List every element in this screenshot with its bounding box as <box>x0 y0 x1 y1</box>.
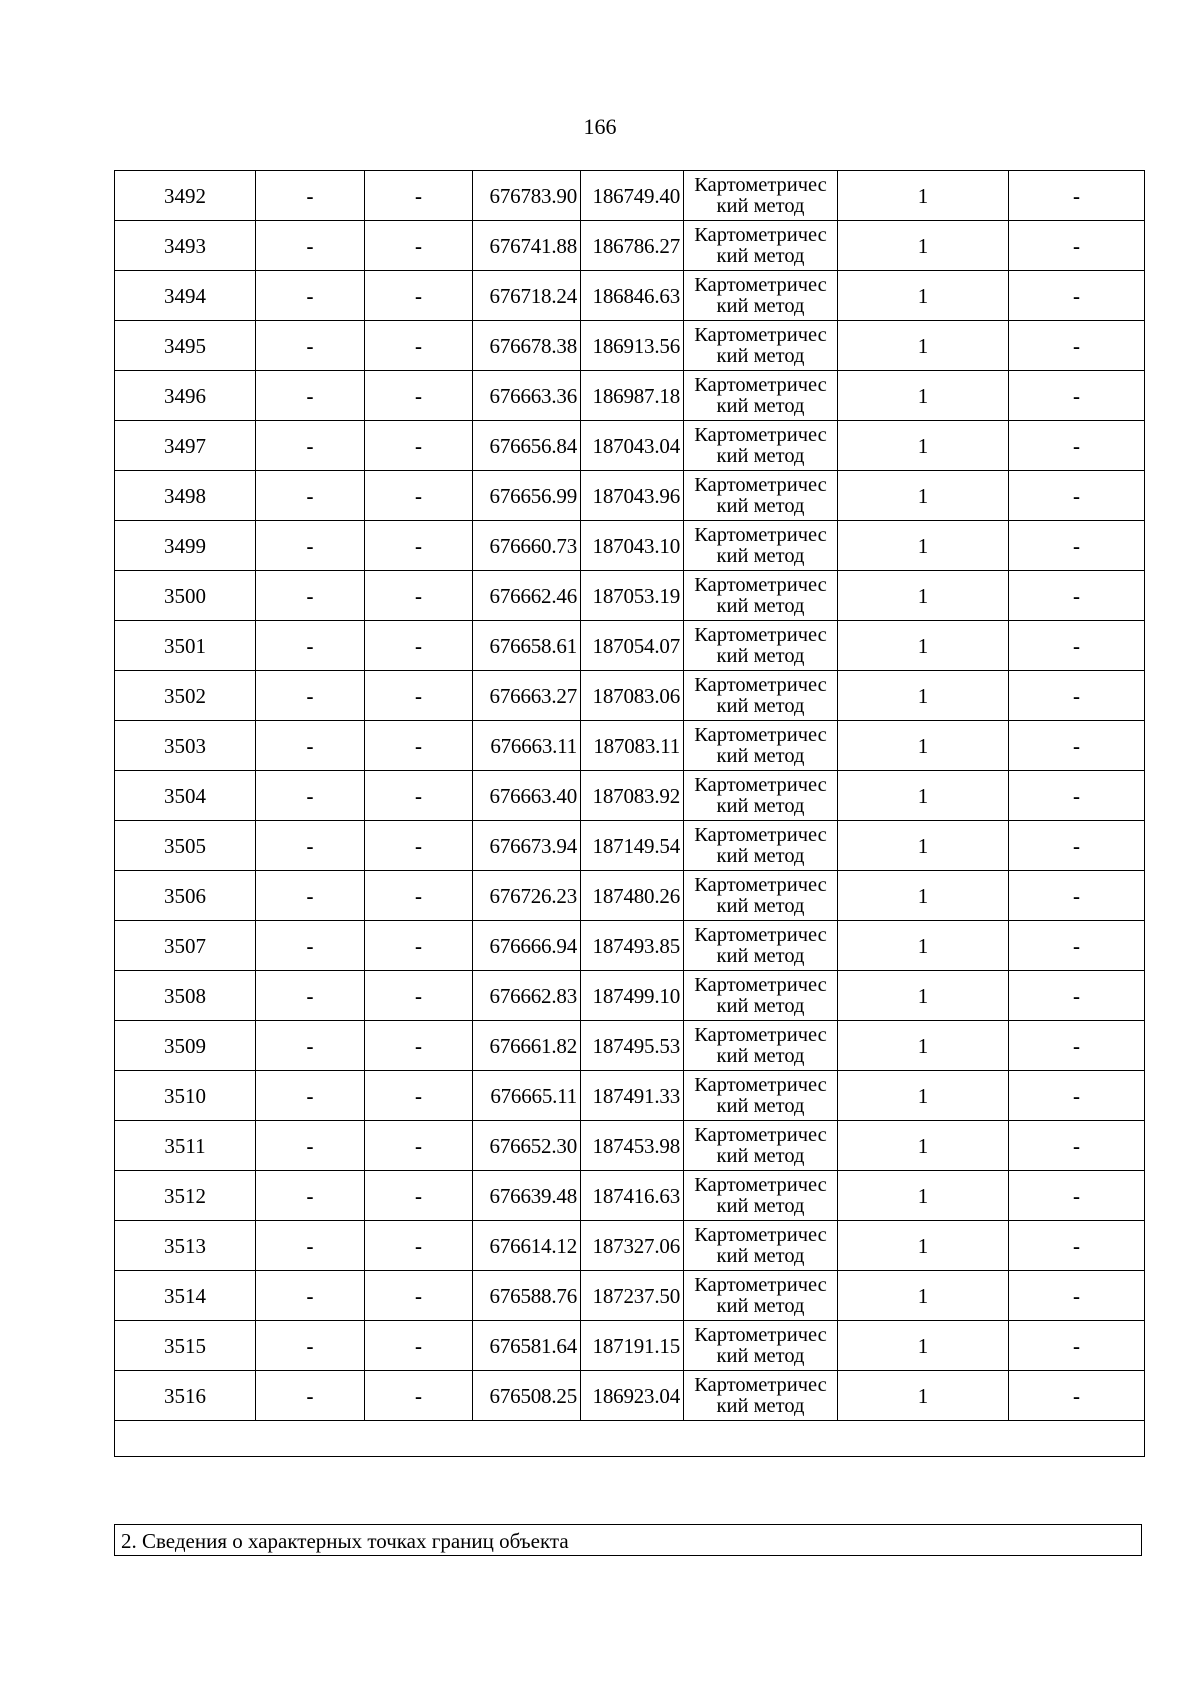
method-line-2: кий метод <box>716 294 805 317</box>
y-coordinate-cell: 186786.27 <box>581 221 684 271</box>
table-row <box>115 1271 1145 1321</box>
method-line-1: Картометричес <box>694 1173 827 1196</box>
dash-cell: - <box>256 171 365 221</box>
table-row <box>115 1071 1145 1121</box>
method-line-2: кий метод <box>716 944 805 967</box>
point-number-cell: 3508 <box>115 971 256 1021</box>
dash-cell: - <box>365 1171 473 1221</box>
dash-cell: - <box>365 1271 473 1321</box>
dash-cell: - <box>256 271 365 321</box>
method-line-2: кий метод <box>716 1294 805 1317</box>
table-row <box>115 421 1145 471</box>
method-line-2: кий метод <box>716 744 805 767</box>
point-number-cell: 3497 <box>115 421 256 471</box>
table-row <box>115 1321 1145 1371</box>
dash-cell: - <box>365 471 473 521</box>
dash-cell: - <box>256 1321 365 1371</box>
accuracy-cell: 1 <box>838 771 1009 821</box>
accuracy-cell: 1 <box>838 571 1009 621</box>
method-cell <box>684 1121 838 1171</box>
dash-cell: - <box>1009 571 1145 621</box>
accuracy-cell: 1 <box>838 821 1009 871</box>
y-coordinate-cell: 187083.92 <box>581 771 684 821</box>
dash-cell: - <box>365 271 473 321</box>
point-number-cell: 3507 <box>115 921 256 971</box>
dash-cell: - <box>365 321 473 371</box>
method-cell <box>684 1321 838 1371</box>
accuracy-cell: 1 <box>838 1121 1009 1171</box>
x-coordinate-cell: 676662.83 <box>473 971 581 1021</box>
method-line-1: Картометричес <box>694 473 827 496</box>
dash-cell: - <box>365 521 473 571</box>
dash-cell: - <box>256 571 365 621</box>
point-number-cell: 3496 <box>115 371 256 421</box>
dash-cell: - <box>1009 1171 1145 1221</box>
method-line-1: Картометричес <box>694 1273 827 1296</box>
method-line-1: Картометричес <box>694 1373 827 1396</box>
dash-cell: - <box>1009 421 1145 471</box>
dash-cell: - <box>256 1171 365 1221</box>
method-line-2: кий метод <box>716 194 805 217</box>
accuracy-cell: 1 <box>838 971 1009 1021</box>
x-coordinate-cell: 676663.36 <box>473 371 581 421</box>
table-row <box>115 921 1145 971</box>
y-coordinate-cell: 187083.06 <box>581 671 684 721</box>
y-coordinate-cell: 186923.04 <box>581 1371 684 1421</box>
point-number-cell: 3512 <box>115 1171 256 1221</box>
x-coordinate-cell: 676661.82 <box>473 1021 581 1071</box>
y-coordinate-cell: 186913.56 <box>581 321 684 371</box>
table-row <box>115 1021 1145 1071</box>
table-row <box>115 1121 1145 1171</box>
table-row <box>115 321 1145 371</box>
x-coordinate-cell: 676662.46 <box>473 571 581 621</box>
dash-cell: - <box>365 171 473 221</box>
method-line-2: кий метод <box>716 1094 805 1117</box>
point-number-cell: 3495 <box>115 321 256 371</box>
table-row <box>115 571 1145 621</box>
method-line-1: Картометричес <box>694 523 827 546</box>
method-line-1: Картометричес <box>694 873 827 896</box>
point-number-cell: 3504 <box>115 771 256 821</box>
table-row <box>115 371 1145 421</box>
dash-cell: - <box>256 1221 365 1271</box>
x-coordinate-cell: 676658.61 <box>473 621 581 671</box>
method-line-2: кий метод <box>716 894 805 917</box>
accuracy-cell: 1 <box>838 1221 1009 1271</box>
accuracy-cell: 1 <box>838 221 1009 271</box>
method-line-1: Картометричес <box>694 1023 827 1046</box>
method-cell <box>684 171 838 221</box>
table-row <box>115 471 1145 521</box>
method-line-1: Картометричес <box>694 1223 827 1246</box>
method-cell <box>684 471 838 521</box>
point-number-cell: 3501 <box>115 621 256 671</box>
y-coordinate-cell: 186846.63 <box>581 271 684 321</box>
y-coordinate-cell: 187149.54 <box>581 821 684 871</box>
x-coordinate-cell: 676639.48 <box>473 1171 581 1221</box>
dash-cell: - <box>1009 1221 1145 1271</box>
method-line-1: Картометричес <box>694 573 827 596</box>
point-number-cell: 3500 <box>115 571 256 621</box>
dash-cell: - <box>256 1071 365 1121</box>
table-row <box>115 1371 1145 1421</box>
y-coordinate-cell: 187191.15 <box>581 1321 684 1371</box>
point-number-cell: 3503 <box>115 721 256 771</box>
dash-cell: - <box>256 871 365 921</box>
table-row <box>115 271 1145 321</box>
point-number-cell: 3494 <box>115 271 256 321</box>
method-cell <box>684 421 838 471</box>
y-coordinate-cell: 187043.04 <box>581 421 684 471</box>
x-coordinate-cell: 676663.40 <box>473 771 581 821</box>
dash-cell: - <box>365 671 473 721</box>
method-cell <box>684 371 838 421</box>
point-number-cell: 3499 <box>115 521 256 571</box>
method-cell <box>684 221 838 271</box>
y-coordinate-cell: 187453.98 <box>581 1121 684 1171</box>
method-line-2: кий метод <box>716 694 805 717</box>
dash-cell: - <box>256 771 365 821</box>
dash-cell: - <box>256 371 365 421</box>
method-cell <box>684 821 838 871</box>
accuracy-cell: 1 <box>838 871 1009 921</box>
method-line-1: Картометричес <box>694 273 827 296</box>
point-number-cell: 3502 <box>115 671 256 721</box>
dash-cell: - <box>1009 971 1145 1021</box>
dash-cell: - <box>256 971 365 1021</box>
y-coordinate-cell: 187054.07 <box>581 621 684 671</box>
method-line-2: кий метод <box>716 344 805 367</box>
x-coordinate-cell: 676508.25 <box>473 1371 581 1421</box>
y-coordinate-cell: 187083.11 <box>581 721 684 771</box>
y-coordinate-cell: 187480.26 <box>581 871 684 921</box>
dash-cell: - <box>365 921 473 971</box>
dash-cell: - <box>365 1071 473 1121</box>
point-number-cell: 3509 <box>115 1021 256 1071</box>
x-coordinate-cell: 676718.24 <box>473 271 581 321</box>
method-line-1: Картометричес <box>694 923 827 946</box>
dash-cell: - <box>365 1321 473 1371</box>
table-row <box>115 821 1145 871</box>
point-number-cell: 3493 <box>115 221 256 271</box>
dash-cell: - <box>256 821 365 871</box>
x-coordinate-cell: 676663.11 <box>473 721 581 771</box>
method-line-1: Картометричес <box>694 673 827 696</box>
dash-cell: - <box>365 821 473 871</box>
dash-cell: - <box>256 671 365 721</box>
y-coordinate-cell: 187237.50 <box>581 1271 684 1321</box>
y-coordinate-cell: 187327.06 <box>581 1221 684 1271</box>
dash-cell: - <box>1009 371 1145 421</box>
y-coordinate-cell: 187491.33 <box>581 1071 684 1121</box>
method-line-1: Картометричес <box>694 623 827 646</box>
dash-cell: - <box>365 1221 473 1271</box>
accuracy-cell: 1 <box>838 671 1009 721</box>
y-coordinate-cell: 186749.40 <box>581 171 684 221</box>
y-coordinate-cell: 187416.63 <box>581 1171 684 1221</box>
dash-cell: - <box>1009 1371 1145 1421</box>
dash-cell: - <box>1009 921 1145 971</box>
dash-cell: - <box>1009 221 1145 271</box>
table-row <box>115 1221 1145 1271</box>
method-cell <box>684 921 838 971</box>
accuracy-cell: 1 <box>838 921 1009 971</box>
dash-cell: - <box>365 621 473 671</box>
table-row <box>115 721 1145 771</box>
table-row <box>115 971 1145 1021</box>
method-line-1: Картометричес <box>694 423 827 446</box>
point-number-cell: 3492 <box>115 171 256 221</box>
method-cell <box>684 1021 838 1071</box>
method-cell <box>684 1271 838 1321</box>
x-coordinate-cell: 676678.38 <box>473 321 581 371</box>
x-coordinate-cell: 676673.94 <box>473 821 581 871</box>
dash-cell: - <box>365 971 473 1021</box>
x-coordinate-cell: 676588.76 <box>473 1271 581 1321</box>
dash-cell: - <box>256 721 365 771</box>
y-coordinate-cell: 187493.85 <box>581 921 684 971</box>
dash-cell: - <box>1009 1021 1145 1071</box>
x-coordinate-cell: 676783.90 <box>473 171 581 221</box>
y-coordinate-cell: 187495.53 <box>581 1021 684 1071</box>
table-row <box>115 521 1145 571</box>
method-cell <box>684 871 838 921</box>
dash-cell: - <box>256 321 365 371</box>
x-coordinate-cell: 676665.11 <box>473 1071 581 1121</box>
dash-cell: - <box>1009 521 1145 571</box>
method-line-1: Картометричес <box>694 323 827 346</box>
accuracy-cell: 1 <box>838 271 1009 321</box>
x-coordinate-cell: 676656.84 <box>473 421 581 471</box>
method-line-2: кий метод <box>716 1244 805 1267</box>
method-line-2: кий метод <box>716 1144 805 1167</box>
accuracy-cell: 1 <box>838 1321 1009 1371</box>
empty-table-row <box>115 1421 1145 1457</box>
method-line-2: кий метод <box>716 1194 805 1217</box>
dash-cell: - <box>1009 621 1145 671</box>
dash-cell: - <box>256 1371 365 1421</box>
y-coordinate-cell: 186987.18 <box>581 371 684 421</box>
table-row <box>115 171 1145 221</box>
dash-cell: - <box>256 621 365 671</box>
method-line-2: кий метод <box>716 1044 805 1067</box>
method-line-2: кий метод <box>716 244 805 267</box>
method-cell <box>684 571 838 621</box>
accuracy-cell: 1 <box>838 1171 1009 1221</box>
point-number-cell: 3513 <box>115 1221 256 1271</box>
method-line-1: Картометричес <box>694 773 827 796</box>
method-cell <box>684 971 838 1021</box>
method-line-1: Картометричес <box>694 973 827 996</box>
accuracy-cell: 1 <box>838 371 1009 421</box>
x-coordinate-cell: 676663.27 <box>473 671 581 721</box>
x-coordinate-cell: 676652.30 <box>473 1121 581 1171</box>
accuracy-cell: 1 <box>838 1021 1009 1071</box>
method-line-1: Картометричес <box>694 373 827 396</box>
point-number-cell: 3516 <box>115 1371 256 1421</box>
x-coordinate-cell: 676741.88 <box>473 221 581 271</box>
dash-cell: - <box>256 471 365 521</box>
dash-cell: - <box>365 1371 473 1421</box>
accuracy-cell: 1 <box>838 1371 1009 1421</box>
dash-cell: - <box>256 1021 365 1071</box>
section-heading: 2. Сведения о характерных точках границ объекта <box>114 1524 1142 1556</box>
dash-cell: - <box>256 1271 365 1321</box>
method-cell <box>684 1221 838 1271</box>
dash-cell: - <box>1009 471 1145 521</box>
method-cell <box>684 671 838 721</box>
boundary-points-table <box>114 170 1145 1457</box>
method-line-2: кий метод <box>716 544 805 567</box>
table-row <box>115 621 1145 671</box>
method-line-2: кий метод <box>716 444 805 467</box>
point-number-cell: 3498 <box>115 471 256 521</box>
method-cell <box>684 771 838 821</box>
table-row <box>115 1171 1145 1221</box>
accuracy-cell: 1 <box>838 1071 1009 1121</box>
y-coordinate-cell: 187043.96 <box>581 471 684 521</box>
dash-cell: - <box>256 1121 365 1171</box>
accuracy-cell: 1 <box>838 321 1009 371</box>
accuracy-cell: 1 <box>838 621 1009 671</box>
dash-cell: - <box>1009 1271 1145 1321</box>
x-coordinate-cell: 676666.94 <box>473 921 581 971</box>
point-number-cell: 3505 <box>115 821 256 871</box>
method-line-1: Картометричес <box>694 1073 827 1096</box>
method-line-2: кий метод <box>716 494 805 517</box>
method-cell <box>684 1171 838 1221</box>
method-line-1: Картометричес <box>694 173 827 196</box>
point-number-cell: 3506 <box>115 871 256 921</box>
dash-cell: - <box>1009 1321 1145 1371</box>
x-coordinate-cell: 676614.12 <box>473 1221 581 1271</box>
dash-cell: - <box>365 871 473 921</box>
method-line-2: кий метод <box>716 644 805 667</box>
dash-cell: - <box>256 221 365 271</box>
accuracy-cell: 1 <box>838 721 1009 771</box>
method-cell <box>684 321 838 371</box>
method-cell <box>684 521 838 571</box>
dash-cell: - <box>1009 871 1145 921</box>
dash-cell: - <box>1009 321 1145 371</box>
dash-cell: - <box>365 371 473 421</box>
method-line-2: кий метод <box>716 594 805 617</box>
dash-cell: - <box>1009 821 1145 871</box>
accuracy-cell: 1 <box>838 1271 1009 1321</box>
dash-cell: - <box>1009 1121 1145 1171</box>
method-cell <box>684 721 838 771</box>
dash-cell: - <box>365 571 473 621</box>
accuracy-cell: 1 <box>838 471 1009 521</box>
dash-cell: - <box>1009 271 1145 321</box>
dash-cell: - <box>1009 171 1145 221</box>
point-number-cell: 3510 <box>115 1071 256 1121</box>
dash-cell: - <box>365 1121 473 1171</box>
dash-cell: - <box>365 221 473 271</box>
method-line-2: кий метод <box>716 1394 805 1417</box>
method-line-1: Картометричес <box>694 1323 827 1346</box>
dash-cell: - <box>365 721 473 771</box>
dash-cell: - <box>1009 721 1145 771</box>
dash-cell: - <box>1009 1071 1145 1121</box>
table-body <box>115 171 1145 1457</box>
method-line-1: Картометричес <box>694 723 827 746</box>
point-number-cell: 3515 <box>115 1321 256 1371</box>
y-coordinate-cell: 187043.10 <box>581 521 684 571</box>
method-line-1: Картометричес <box>694 823 827 846</box>
accuracy-cell: 1 <box>838 171 1009 221</box>
method-line-1: Картометричес <box>694 223 827 246</box>
x-coordinate-cell: 676656.99 <box>473 471 581 521</box>
dash-cell: - <box>365 1021 473 1071</box>
x-coordinate-cell: 676581.64 <box>473 1321 581 1371</box>
table-row <box>115 671 1145 721</box>
dash-cell: - <box>256 421 365 471</box>
dash-cell: - <box>365 421 473 471</box>
method-line-2: кий метод <box>716 1344 805 1367</box>
method-cell <box>684 1371 838 1421</box>
x-coordinate-cell: 676660.73 <box>473 521 581 571</box>
method-cell <box>684 1071 838 1121</box>
method-cell <box>684 621 838 671</box>
point-number-cell: 3514 <box>115 1271 256 1321</box>
dash-cell: - <box>256 921 365 971</box>
y-coordinate-cell: 187053.19 <box>581 571 684 621</box>
table-row <box>115 221 1145 271</box>
method-line-2: кий метод <box>716 794 805 817</box>
table-row <box>115 771 1145 821</box>
x-coordinate-cell: 676726.23 <box>473 871 581 921</box>
accuracy-cell: 1 <box>838 521 1009 571</box>
dash-cell: - <box>256 521 365 571</box>
method-line-2: кий метод <box>716 844 805 867</box>
method-line-2: кий метод <box>716 994 805 1017</box>
dash-cell: - <box>1009 771 1145 821</box>
method-line-2: кий метод <box>716 394 805 417</box>
dash-cell: - <box>365 771 473 821</box>
table-row <box>115 871 1145 921</box>
dash-cell: - <box>1009 671 1145 721</box>
method-line-1: Картометричес <box>694 1123 827 1146</box>
page-number: 166 <box>583 114 617 139</box>
point-number-cell: 3511 <box>115 1121 256 1171</box>
method-cell <box>684 271 838 321</box>
empty-cell <box>115 1421 1145 1457</box>
accuracy-cell: 1 <box>838 421 1009 471</box>
y-coordinate-cell: 187499.10 <box>581 971 684 1021</box>
